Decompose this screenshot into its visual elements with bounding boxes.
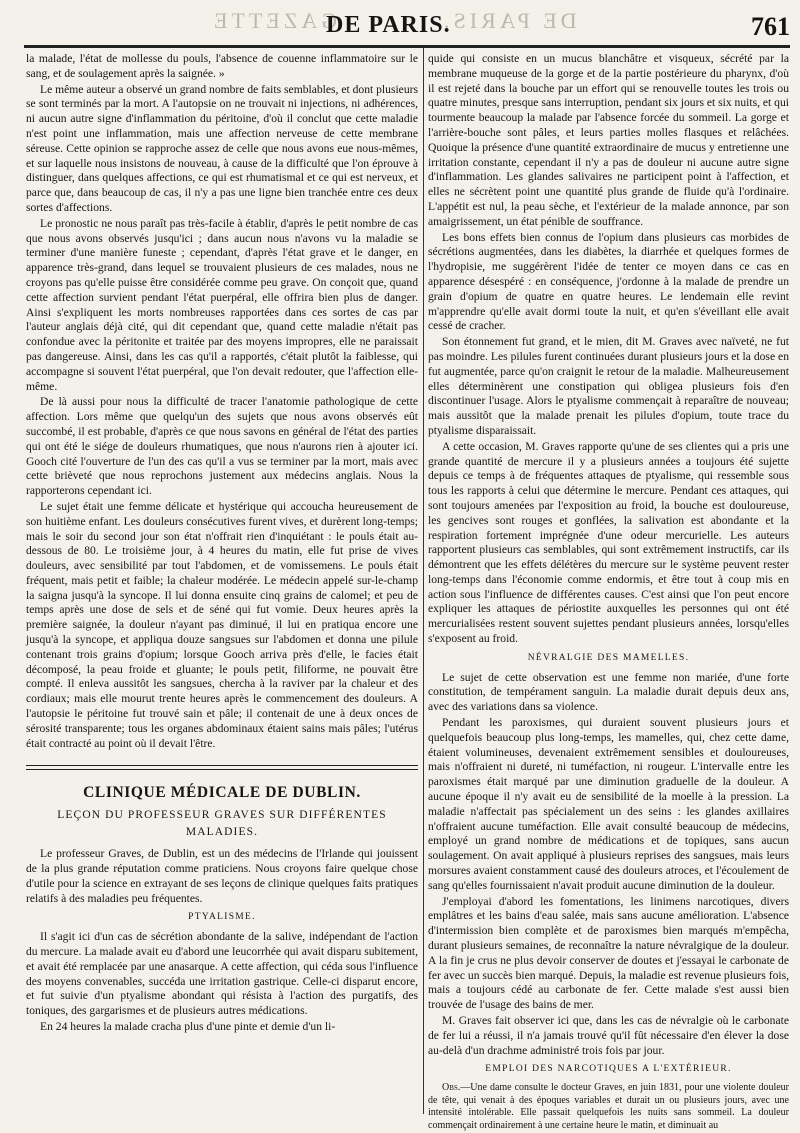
running-head: [0, 0, 800, 46]
section-title: CLINIQUE MÉDICALE DE DUBLIN.: [83, 784, 361, 802]
left-column: [26, 52, 418, 1114]
paragraph: Le même auteur a observé un grand nombre de faits semblables, et dont plusieurs se sont terminés par la mort. A l'autopsie on ne trouvait ni injections, ni adhérences, ni aucun autre signe d'inflammation du péritoine, d'où il conclut que cette maladie n'est point une inflammation, mais une affection nerveuse de cette membrane séreuse. Cette opinion se rapproche assez de celle que nous avons eue nous-mêmes, et sur laquelle nous insistons de nouveau, à cause de la difficulté que l'on éprouve à distinguer, dans quelques affections, ce qui est rhumatismal et ce qui est nerveux, et parce que, dans beaucoup de cas, il n'y a pas une ligne bien tranchée entre ces deux sortes d'affections.: [26, 82, 418, 214]
paragraph: Les bons effets bien connus de l'opium dans plusieurs cas morbides de sécrétions augmentées, dans les diabètes, la diarrhée et quelques formes de l'hydropisie, me suggérèrent l'idée de tenter ce moyen dans ce cas en apparence désespéré : en conséquence, j'ordonne à la malade de prendre un grain d'opium de quatre en quatre heures. Le lendemain elle revint m'apprendre qu'elle avait dormi toute la nuit, et qu'en s'éveillant elle avait cessé de cracher.: [428, 230, 789, 333]
subheading-nevralgie: NÉVRALGIE DES MAMELLES.: [527, 652, 690, 663]
paragraph: quide qui consiste en un mucus blanchâtre et visqueux, sécrété par la membrane muqueuse de la gorge et de la partie postérieure du pharynx, d'où il est rejeté dans la bouche par un effort qui se renouvelle toutes les trois ou quatre minutes, presque sans interruption, pendant six jours et six nuits, et qui tourmente beaucoup la malade par l'absence forcée du sommeil. La gorge et l'arrière-bouche sont pâles, et leurs parties molles flasques et relâchées. Quoique la présence d'une quantité extraordinaire de mucus y entretienne une irritation constante, cependant il n'y a pas de douleur ni aucune autre signe d'inflammation. Les glandes salivaires ne participent point à l'affection, et elles ne sécrètent point une quantité plus grande de fluide qu'à l'ordinaire. L'appétit est nul, la peau sèche, et l'extérieur de la malade annonce, par son amaigrissement, un état pénible de souffrance.: [428, 52, 789, 228]
paragraph: Pendant les paroxismes, qui duraient souvent plusieurs jours et quelquefois beaucoup plus long-temps, les mamelles, qui, chez cette dame, étaient volumineuses, devenaient extrêmement sensibles et douloureuses, mais n'offraient ni dureté, ni tuméfaction, ni rougeur. L'intervalle entre les paroxismes était marqué par une diminution graduelle de la douleur. A aucune époque il n'y avait eu de sensibilité de la moelle à la pression. La maladie n'affectait pas spécialement un des seins : les glandes axillaires n'offraient aucune tuméfaction. Elle avait consulté beaucoup de médecins, employé un grand nombre de médications et de topiques, sans aucun soulagement. On avait appliqué à plusieurs reprises des sangsues, mais leurs morsures avaient constamment causé des douleurs atroces, et l'écoulement de sang qu'elles fournissaient n'avait produit aucune diminution de la douleur.: [428, 716, 789, 892]
paragraph: Le sujet de cette observation est une femme non mariée, d'une forte constitution, de tempérament sanguin. La maladie durait depuis deux ans, avec des variations dans sa violence.: [428, 670, 789, 714]
paragraph: Le pronostic ne nous paraît pas très-facile à établir, d'après le petit nombre de cas que nous avons observés jusqu'ici ; dans aucun nous n'avons vu la maladie se terminer d'une manière funeste ; cependant, d'après l'état grave et le danger, en apparence très-grand, dans lequel se trouvaient plusieurs de ces malades, nous ne croyons pas qu'elle puisse être considérée comme peu grave. On conçoit que, quand cette affection survient pendant l'état puerpéral, elle offrira bien plus de danger. Ainsi s'expliquent les morts nombreuses rapportées dans ces sortes de cas par l'auteur anglais déjà cité, qui dit cependant que, quand cette maladie n'était pas confondue avec la péritonite et traitée par des moyens impropres, elle ne paraissait pas dangereuse. Ainsi, dans les cas qu'il a rapportés, c'était plutôt la faiblesse, qui accompagne si souvent l'état puerpéral, que l'on devait redouter, que l'affection elle-même.: [26, 216, 418, 393]
lecture-title: LEÇON DU PROFESSEUR GRAVES SUR DIFFÉRENTES MALADIES.: [57, 809, 387, 839]
obs-text: —Une dame consulte le docteur Graves, en juin 1831, pour une violente douleur de tête, qui venait à des époques variables et durait un ou plusieurs jours, avec une intensité intolérable. Elle passait quelquefois les nuits sans sommeil. La douleur commençait ordinairement à une certaine heure le matin, et diminuait au: [428, 1082, 789, 1131]
show-through-text-left: GAZETTE: [210, 8, 337, 33]
header-rule: [24, 45, 790, 48]
subheading-ptyalisme: PTYALISME.: [188, 912, 256, 923]
intro-paragraph: Le professeur Graves, de Dublin, est un des médecins de l'Irlande qui jouissent de la plus grande réputation comme praticiens. Nous croyons faire quelque chose d'utile pour la science en extrayant de ses leçons de clinique quelques faits pratiques relatifs à des maladies peu fréquentes.: [26, 847, 418, 905]
column-divider: [423, 48, 424, 1114]
paragraph: la malade, l'état de mollesse du pouls, l'absence de couenne inflammatoire sur le sang, et de soulagement après la saignée. »: [26, 52, 418, 80]
subheading-narcotiques: EMPLOI DES NARCOTIQUES A L'EXTÉRIEUR.: [485, 1064, 732, 1075]
page-title: DE PARIS.: [326, 12, 451, 38]
paragraph: En 24 heures la malade cracha plus d'une pinte et demie d'un li-: [40, 1020, 336, 1034]
paragraph: Le sujet était une femme délicate et hystérique qui accoucha heureusement de son huitième enfant. Les douleurs consécutives furent vives, et durèrent long-temps; mais le soir du second jour son état n'offrait rien d'inquiétant : le pouls était au-dessous de 80. Le troisième jour, à 4 heures du matin, elle fut prise de vives douleurs, avec sensibilité par tout l'abdomen, et de vomissemens. Le pouls était fréquent, mais petit et faible; la chaleur modérée. Le médecin appelé sur-le-champ la saigna jusqu'à la syncope. Il lui donna ensuite cinq grains de calomel; et peu de temps après une dose de sels et de séné qui fut vomie. Deux heures après la première saignée, la douleur n'ayant pas diminué, il lui en pratiqua encore une jusqu'à la syncope, et appliqua douze sangsues sur l'abdomen et donna une pilule contenant trois grains d'opium; lorsque Gooch arriva près d'elle, le facies était décomposé, la peau froide et gluante; le pouls petit, filiforme, ne pouvait être compté. Il enleva aussitôt les sangsues, chercha à la raviver par la chaleur et des cordiaux; mais elle mourut trente heures après le commencement des douleurs. A l'autopsie le péritoine fut trouvé sain et pâle; il contenait de une à deux onces de sérosité transparente; tous les organes abdominaux étaient sains mais pâles; l'utérus était contracté au point où il devait l'être.: [26, 499, 418, 750]
section-divider: [26, 765, 418, 770]
paragraph: A cette occasion, M. Graves rapporte qu'une de ses clientes qui a pris une grande quantité de mercure il y a plusieurs années a toujours été sujette depuis ce temps à de fréquentes attaques de ptyalisme, qui ressemble sous tous les rapports à celui que détermine le mercure. Pendant ces attaques, qui sont toujours amenées par l'exposition au froid, la bouche est douloureuse, les gencives sont rouges et gonflées, la salivation est abondante et la respiration fortement imprégnée d'une odeur mercurielle. Les auteurs rapportent plusieurs cas semblables, qui sont extrêmement instructifs, car ils démontrent que les effets délétères du mercure sur le système peuvent rester long-temps dans l'économie comme endormis, et être tout à coup mis en action sous l'influence de différentes causes. C'est ainsi que l'on peut encore expliquer les attaques de périostite auxquelles les personnes qui ont été mercurialisées restent souvent sujettes pendant plusieurs années, lorsqu'elles s'exposent au froid.: [428, 439, 789, 646]
observation-paragraph: [428, 1082, 789, 1132]
paragraph: Son étonnement fut grand, et le mien, dit M. Graves avec naïveté, ne fut pas moindre. Les pilules furent continuées durant plusieurs jours et la dose en fut augmentée, parce qu'on craignit le retour de la maladie. Malheureusement elles déterminèrent une constipation qui obligea plusieurs fois d'en discontinuer l'usage. Alors le ptyalisme commençait à reparaître de nouveau; mais aussitôt que la malade prenait les pilules d'opium, toute trace du ptyalisme disparaissait.: [428, 335, 789, 437]
paragraph: De là aussi pour nous la difficulté de tracer l'anatomie pathologique de cette affection. Lors même que quelqu'un des sujets que nous avons observés eût succombé, il est probable, d'après ce que nous savons en général de l'état des parties qui ont été le siége de douleurs rhumatiques, que nous n'aurons rien à ajouter ici. Gooch cité l'ouverture de l'un des cas qu'il a vus se terminer par la mort, mais avec cette brièveté que nous reprochons justement aux médecins anglais. Nous la rapporterons cependant ici.: [26, 395, 418, 498]
obs-label: Obs.: [442, 1082, 461, 1094]
page-number: 761: [751, 12, 790, 41]
show-through-text-right: DE PARIS.: [440, 8, 577, 33]
paragraph: M. Graves fait observer ici que, dans les cas de névralgie où le carbonate de fer lui a réussi, il n'a jamais trouvé qu'il fût nécessaire d'en élever la dose au-delà d'un drachme administré trois fois par jour.: [428, 1014, 789, 1057]
right-column: [428, 52, 789, 1131]
paragraph: J'employai d'abord les fomentations, les linimens narcotiques, divers emplâtres et les bains d'eau salée, mais sans aucune amélioration. L'absence d'intermission bien complète et de paroxismes bien marqués m'empêcha, durant plusieurs semaines, de reconnaître la nature névralgique de la douleur. A la fin je crus ne plus devoir conserver de doutes et j'essayai le carbonate de fer avec un succès bien marqué. Depuis, la maladie est revenue plusieurs fois, mais a toujours cédé au carbonate de fer. Cette malade s'est aussi bien trouvée de l'usage des bains de mer.: [428, 894, 789, 1012]
paragraph: Il s'agit ici d'un cas de sécrétion abondante de la salive, indépendant de l'action du mercure. La malade avait eu d'abord une leucorrhée qui avait disparu subitement, et avait été remplacée par une anasarque. A cette affection, qui céda sous l'influence des moyens convenables, succéda une irritation gastrique. Celle-ci disparut encore, et fut suivie d'un ptyalisme abondant qui résista à l'action des purgatifs, des toniques, des gargarismes et de plusieurs autres médications.: [26, 930, 418, 1018]
